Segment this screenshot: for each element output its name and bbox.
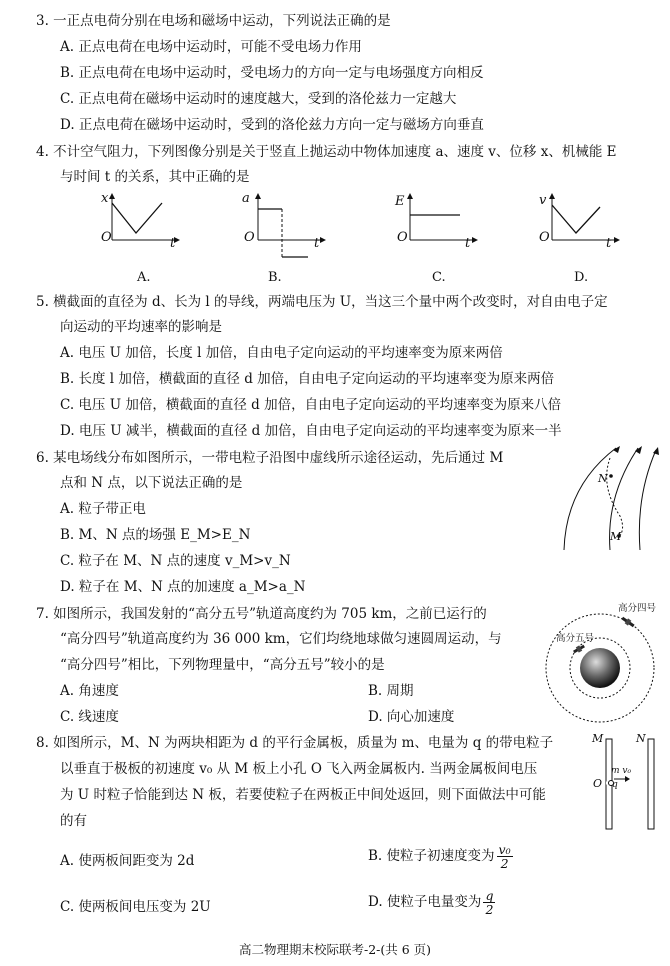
q5-option-d: D. 电压 U 减半，横截面的直径 d 加倍，自由电子定向运动的平均速率变为原来一半 (60, 423, 562, 439)
graph-a-origin: O (101, 230, 112, 245)
graph-b-origin: O (244, 230, 255, 245)
q8-option-b-fraction (497, 843, 513, 870)
q6-option-a: A. 粒子带正电 (60, 501, 146, 517)
q6-fig-m-label: M (610, 530, 622, 543)
q6-option-c: C. 粒子在 M、N 点的速度 v_M>v_N (60, 553, 291, 569)
graph-b-y-label: a (242, 191, 250, 206)
q3-stem: 3. 一正点电荷分别在电场和磁场中运动，下列说法正确的是 (36, 13, 391, 29)
graph-d-origin: O (539, 230, 550, 245)
q8-option-d-denominator: 2 (485, 902, 494, 917)
q7-option-a: A. 角速度 (60, 683, 119, 699)
q8-fig-o-label: O (593, 777, 603, 790)
q8-option-d-text: D. 使粒子电量变为 (368, 894, 482, 910)
q7-fig-sat5-label: 高分五号 (556, 633, 595, 644)
graph-c-t-label: t (465, 236, 471, 251)
graph-d-caption: D. (574, 270, 589, 285)
q8-fig-n-label: N (636, 732, 646, 745)
q7-option-d: D. 向心加速度 (368, 709, 455, 725)
q6-stem-line2: 点和 N 点，以下说法正确的是 (60, 475, 243, 491)
q3-option-c: C. 正点电荷在磁场中运动时的速度越大，受到的洛伦兹力一定越大 (60, 91, 457, 107)
q8-stem-line3: 为 U 时粒子恰能到达 N 板，若要使粒子在两板正中间处返回，则下面做法中可能 (60, 787, 546, 803)
graph-c-caption: C. (432, 270, 446, 285)
q5-stem-line1: 5. 横截面的直径为 d、长为 l 的导线，两端电压为 U，当这三个量中两个改变时，对自由电子定 (36, 294, 608, 310)
q6-stem-line1: 6. 某电场线分布如图所示，一带电粒子沿图中虚线所示途径运动，先后通过 M (36, 450, 504, 466)
q6-option-b: B. M、N 点的场强 E_M>E_N (60, 527, 251, 543)
graph-c-origin: O (397, 230, 408, 245)
q7-stem-line1: 7. 如图所示，我国发射的“高分五号”轨道高度约为 705 km，之前已运行的 (36, 606, 487, 622)
q8-fig-m-label: M (592, 732, 604, 745)
q3-option-d: D. 正点电荷在磁场中运动时，受到的洛伦兹力方向一定与磁场方向垂直 (60, 117, 484, 133)
graph-b-t-label: t (314, 236, 320, 251)
q6-option-d: D. 粒子在 M、N 点的加速度 a_M>a_N (60, 579, 306, 595)
q8-option-a: A. 使两板间距变为 2d (60, 853, 195, 869)
q7-fig-sat4-label: 高分四号 (618, 603, 657, 614)
graph-b-caption: B. (268, 270, 282, 285)
graph-d-t-label: t (606, 236, 612, 251)
graph-a-t-label: t (170, 236, 176, 251)
q8-stem-line1: 8. 如图所示，M、N 为两块相距为 d 的平行金属板，质量为 m、电量为 q 的带电粒子 (36, 735, 554, 751)
q4-stem-line1: 4. 不计空气阻力，下列图像分别是关于竖直上抛运动中物体加速度 a、速度 v、位移 x、机械能 E (36, 144, 617, 160)
q8-option-d (368, 888, 495, 916)
q8-option-b-denominator: 2 (500, 856, 509, 871)
q5-option-c: C. 电压 U 加倍，横截面的直径 d 加倍，自由电子定向运动的平均速率变为原来八倍 (60, 397, 562, 413)
q8-option-b-text: B. 使粒子初速度变为 (368, 848, 495, 864)
q3-option-b: B. 正点电荷在电场中运动时，受电场力的方向一定与电场强度方向相反 (60, 65, 484, 81)
graph-d-y-label: v (539, 193, 547, 208)
graph-a-caption: A. (137, 270, 151, 285)
q8-option-d-numerator: q (485, 888, 494, 903)
q8-option-c: C. 使两板间电压变为 2U (60, 899, 211, 915)
graph-c-y-label: E (395, 194, 405, 209)
graph-a-y-label: x (101, 191, 109, 206)
q7-stem-line3: “高分四号”相比，下列物理量中，“高分五号”较小的是 (60, 657, 385, 673)
q8-stem-line4: 的有 (60, 813, 87, 829)
q8-option-b (368, 842, 513, 870)
q7-stem-line2: “高分四号”轨道高度约为 36 000 km，它们均绕地球做匀速圆周运动，与 (60, 631, 502, 647)
q5-stem-line2: 向运动的平均速率的影响是 (60, 319, 222, 335)
q7-option-b: B. 周期 (368, 683, 414, 699)
q3-option-a: A. 正点电荷在电场中运动时，可能不受电场力作用 (60, 39, 362, 55)
q7-option-c: C. 线速度 (60, 709, 119, 725)
page-footer: 高二物理期末校际联考-2-(共 6 页) (238, 942, 432, 957)
q8-option-d-fraction (483, 889, 495, 916)
q6-fig-n-label: N (598, 472, 608, 485)
q8-option-b-numerator: v₀ (498, 842, 511, 857)
q8-fig-q-label: q (612, 780, 618, 790)
q8-stem-line2: 以垂直于极板的初速度 v₀ 从 M 板上小孔 O 飞入两金属板内. 当两金属板间电压 (60, 761, 538, 777)
q5-option-a: A. 电压 U 加倍，长度 l 加倍，自由电子定向运动的平均速率变为原来两倍 (60, 345, 503, 361)
q5-option-b: B. 长度 l 加倍，横截面的直径 d 加倍，自由电子定向运动的平均速率变为原来两倍 (60, 371, 555, 387)
q8-fig-mv-label: m v₀ (611, 766, 632, 776)
q4-stem-line2: 与时间 t 的关系，其中正确的是 (60, 169, 250, 185)
